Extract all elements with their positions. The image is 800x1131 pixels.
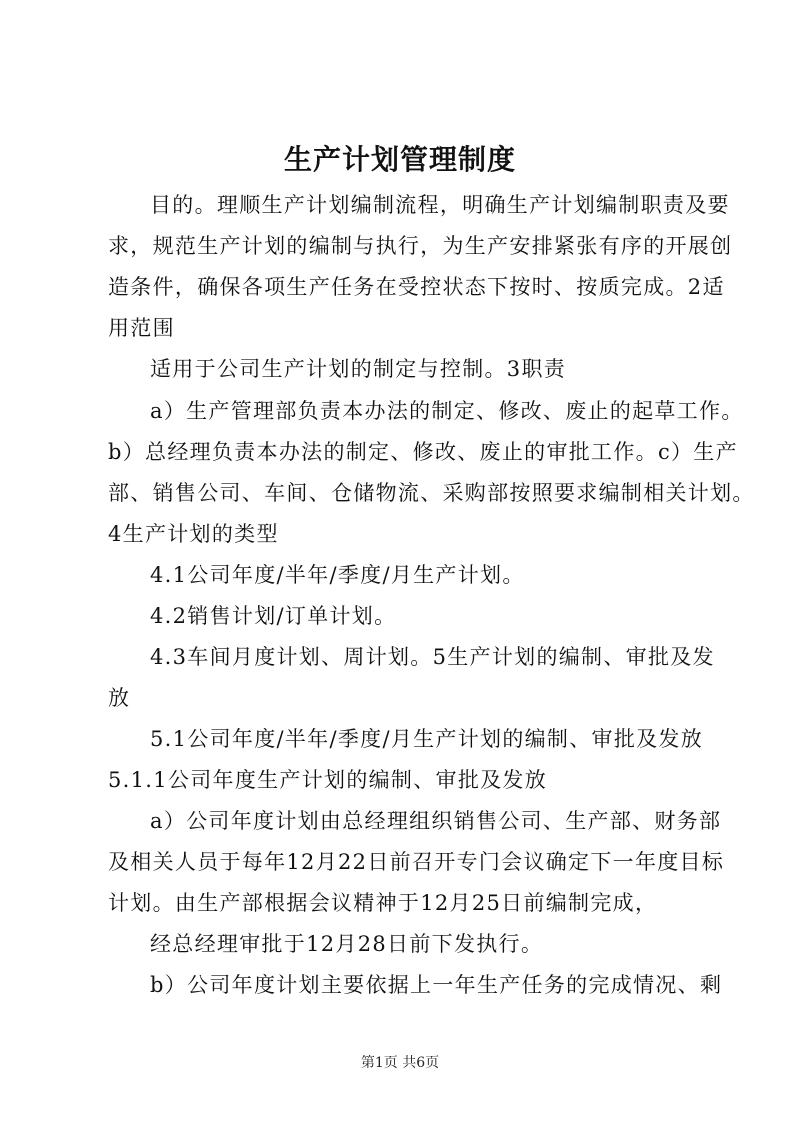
paragraph-line: 部、销售公司、车间、仓储物流、采购部按照要求编制相关计划。 — [108, 481, 755, 505]
paragraph-line: 经总经理审批于12月28日前下发执行。 — [150, 932, 544, 956]
paragraph-line: 4.2销售计划/订单计划。 — [150, 604, 397, 628]
paragraph-line: 求，规范生产计划的编制与执行，为生产安排紧张有序的开展创 — [108, 234, 733, 258]
section-heading: 4生产计划的类型 — [108, 522, 279, 546]
page-footer: 第1页 共6页 — [360, 1055, 440, 1071]
section-heading: 5.1.1公司年度生产计划的编制、审批及发放 — [108, 768, 548, 792]
paragraph-line: 4.3车间月度计划、周计划。5生产计划的编制、审批及发 — [150, 645, 715, 669]
paragraph-line: 4.1公司年度/半年/季度/月生产计划。 — [150, 563, 525, 587]
paragraph-line: b）总经理负责本办法的制定、修改、废止的审批工作。c）生产 — [108, 440, 738, 464]
paragraph-line: 放 — [108, 686, 131, 710]
paragraph-line: 适用于公司生产计划的制定与控制。3职责 — [150, 357, 567, 381]
paragraph-line: b）公司年度计划主要依据上一年生产任务的完成情况、剩 — [150, 973, 723, 997]
paragraph-line: 计划。由生产部根据会议精神于12月25日前编制完成， — [108, 891, 658, 915]
paragraph-line: 目的。理顺生产计划编制流程，明确生产计划编制职责及要 — [150, 193, 730, 217]
paragraph-line: a）生产管理部负责本办法的制定、修改、废止的起草工作。 — [150, 399, 744, 423]
paragraph-line: a）公司年度计划由总经理组织销售公司、生产部、财务部 — [150, 809, 722, 833]
paragraph-line: 5.1公司年度/半年/季度/月生产计划的编制、审批及发放 — [150, 727, 704, 751]
paragraph-line: 用范围 — [108, 316, 175, 340]
paragraph-line: 造条件，确保各项生产任务在受控状态下按时、按质完成。2适 — [108, 275, 725, 299]
paragraph-line: 及相关人员于每年12月22日前召开专门会议确定下一年度目标 — [108, 850, 725, 874]
document-title: 生产计划管理制度 — [283, 143, 516, 176]
